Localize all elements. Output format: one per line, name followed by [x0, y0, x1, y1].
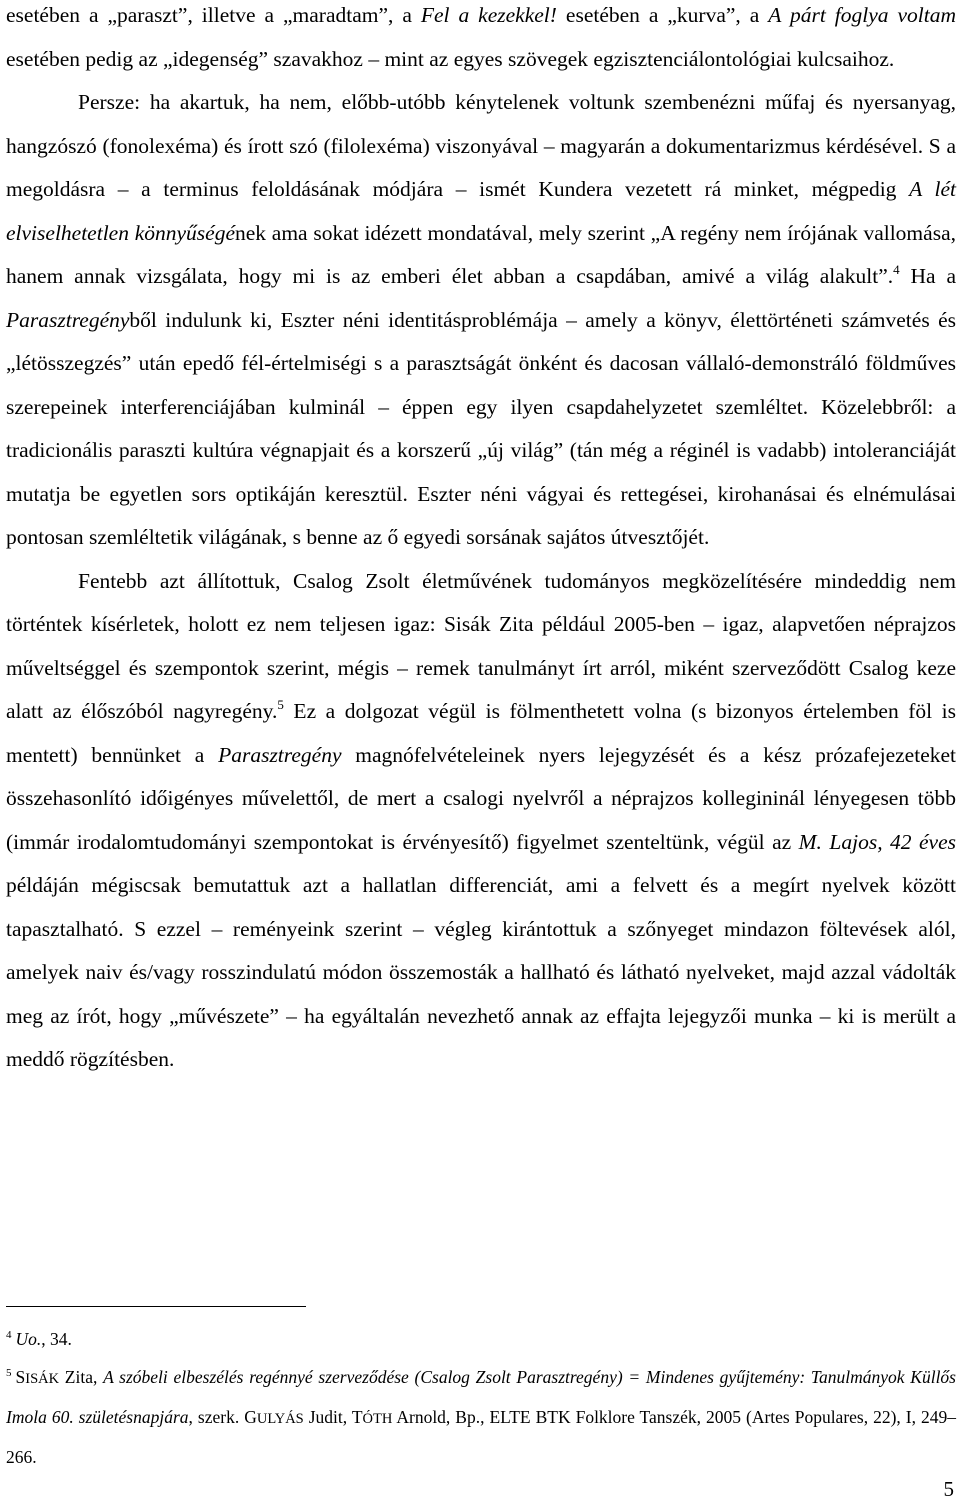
paragraph-3 [6, 560, 956, 1082]
author-initial: S [15, 1367, 26, 1387]
paragraph-1 [6, 0, 956, 81]
title-italic: A párt foglya voltam [768, 3, 957, 27]
text-run: esetében a „paraszt”, illetve a „maradtam”, a [6, 3, 421, 27]
text-run: Judit, [303, 1407, 352, 1427]
text-run: Ez a dolgozat végül is fölmenthetett volna (s bizonyos értelemben föl is mentett) bennünket a [6, 699, 957, 767]
text-run: Zita, [59, 1367, 104, 1387]
footnotes [6, 1320, 956, 1476]
document-body [6, 0, 956, 1082]
title-italic: Parasztregény [218, 742, 342, 767]
page-number: 5 [943, 1477, 954, 1501]
title-italic: Parasztregény [6, 307, 130, 332]
footnote-number: 4 [6, 1329, 12, 1341]
footnote-separator [6, 1306, 306, 1307]
footnote-number: 5 [6, 1367, 12, 1379]
text-run: nek ama sokat idézett mondatával, mely szerint „A regény nem írójának vallomása, hanem annak vizsgálata, hogy mi is az emberi élet abban a csapdában, amivé a világ alakult”. [6, 220, 956, 288]
title-italic: Fel a kezekkel! [420, 3, 557, 27]
author-smallcaps: ISÁK [25, 1371, 60, 1387]
title-italic: Uo. [15, 1329, 42, 1349]
text-run: Arnold, Bp., ELTE BTK Folklore Tanszék, 2005 (Artes Populares, 22), I, 249–266. [6, 1407, 956, 1467]
title-italic: A lét elviselhetetlen könnyűségé [6, 177, 956, 245]
text-run: Fentebb azt állítottuk, Csalog Zsolt életművének tudományos megközelítésére mindeddig nem történtek kísérletek, holott ez nem teljesen igaz: Sisák Zita például 2005-ben ‒ igaz, alapvetően néprajzos műveltséggel és szempontok szerint, mégis ‒ remek tanulmányt írt arról, miként szerveződött Csalog keze alatt az élőszóból nagyregény. [6, 568, 956, 723]
text-run: Persze: ha akartuk, ha nem, előbb-utóbb kénytelenek voltunk szembenézni műfaj és nyersanyag, hangzószó (fonolexéma) és írott szó (filolexéma) viszonyával ‒ magyarán a dokumentarizmus kérdésével. S a megoldásra ‒ a terminus feloldásának módjára ‒ ismét Kundera vezetett rá minket, mégpedig [6, 90, 956, 201]
text-run: Ha a [899, 264, 956, 288]
footnote-ref-4[interactable]: 4 [893, 262, 900, 277]
text-run: esetében pedig az „idegenség” szavakhoz ‒ mint az egyes szövegek egzisztenciálontológiai kulcsaihoz. [6, 46, 895, 71]
text-run: , 34. [41, 1329, 72, 1349]
footnote-ref-5[interactable]: 5 [277, 697, 284, 712]
footnote-5 [6, 1358, 956, 1476]
editor-initial: G [244, 1407, 257, 1427]
text-run: ből indulunk ki, Eszter néni identitásproblémája ‒ amely a könyv, élettörténeti számvetés és „létösszegzés” után epedő fél-értelmiségi s a parasztságát önként és dacosan vállaló-demonstráló földműves szerepeinek interferenciájában kulminál ‒ éppen egy ilyen csapdahelyzetet szemléltet. Közelebbről: a tradicionális paraszti kultúra végnapjait és a korszerű „új világ” (tán még a réginél is vadabb) intoleranciáját mutatja be egyetlen sors optikáján keresztül. Eszter néni vágyai és rettegései, kirohanásai és elnémulásai pontosan szemléltetik világának, s benne az ő egyedi sorsának sajátos útvesztőjét. [6, 307, 956, 549]
text-run: magnófelvételeinek nyers lejegyzését és a kész prózafejezeteket összehasonlító időigényes művelettől, de mert a csalogi nyelvről a néprajzos kollegininál lényegesen több (immár irodalomtudományi szempontokat is érvényesítő) figyelmet szenteltünk, végül az [6, 742, 956, 854]
text-run: , szerk. [188, 1407, 245, 1427]
text-run: esetében a „kurva”, a [556, 3, 769, 27]
editor-smallcaps: ULYÁS [256, 1411, 304, 1427]
title-italic: A szóbeli elbeszélés regénnyé szerveződése (Csalog Zsolt Parasztregény) = Mindenes gyűjtemény: Tanulmányok Küllős Imola 60. születésnapjára [6, 1367, 956, 1427]
editor-initial: T [351, 1407, 363, 1427]
paragraph-2 [6, 81, 956, 560]
text-run: példáján mégiscsak bemutattuk azt a hallatlan differenciát, ami a felvett és a megírt nyelvek között tapasztalható. S ezzel ‒ reményeink szerint ‒ végleg kirántottuk a szőnyeget mindazon föltevések alól, amelyek naiv és/vagy rosszindulatú módon összemosták a hallható és látható nyelveket, majd azzal vádolták meg az írót, hogy „művészete” ‒ ha egyáltalán nevezhető annak az effajta lejegyzői munka ‒ ki is merült a meddő rögzítésben. [6, 873, 956, 1071]
footnote-4 [6, 1320, 956, 1358]
editor-smallcaps: ÓTH [362, 1411, 393, 1427]
title-italic: M. Lajos, 42 éves [798, 829, 956, 854]
